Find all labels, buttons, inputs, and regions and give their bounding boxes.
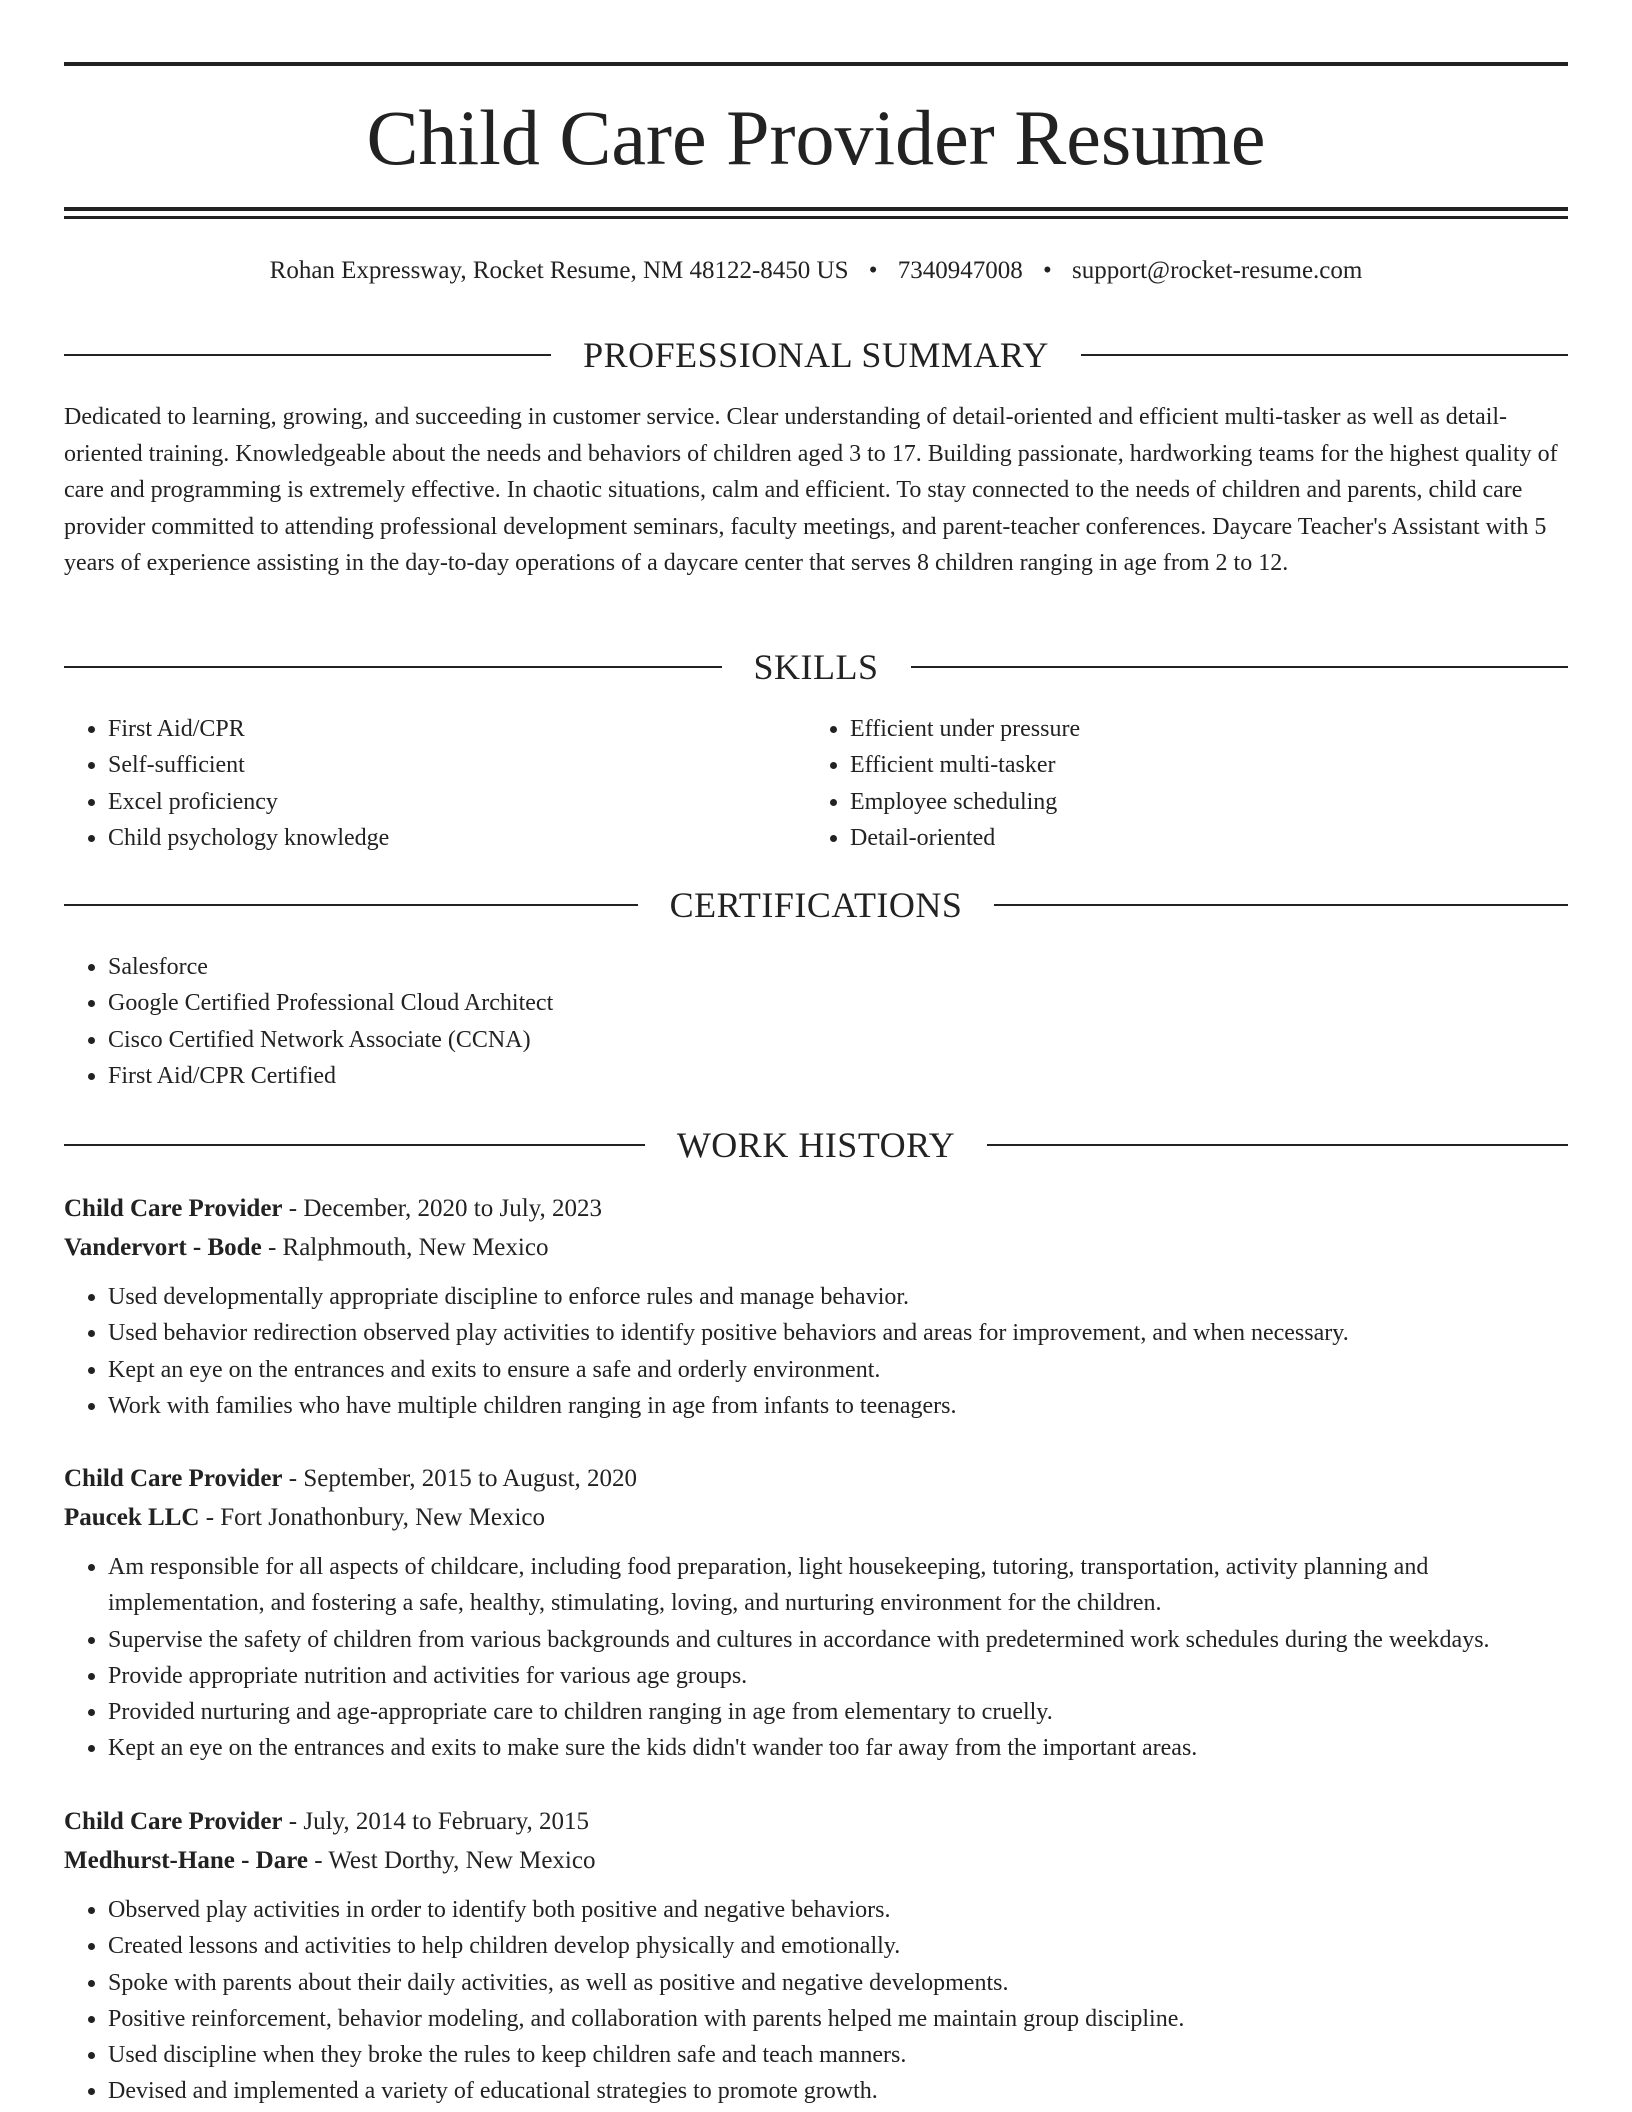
heading-rule	[1081, 354, 1568, 356]
heading-rule	[64, 904, 638, 906]
job-duties-list	[64, 1549, 1568, 1767]
job-dates: - September, 2015 to August, 2020	[282, 1465, 638, 1492]
skills-column-right	[806, 711, 1506, 856]
heading-rule	[64, 354, 551, 356]
job-dates: - July, 2014 to February, 2015	[282, 1808, 589, 1835]
heading-rule	[994, 904, 1568, 906]
job-employer-line	[64, 1498, 1568, 1537]
summary-text: Dedicated to learning, growing, and succeeding in customer service. Clear understanding of detail-oriented and efficient multi-tasker as well as detail-oriented training. Knowledgeable about the needs and behaviors of children aged 3 to 17. Building passionate, hardworking teams for the highest quality of care and programming is extremely effective. In chaotic situations, calm and efficient. To stay connected to the needs of children and parents, child care provider committed to attending professional development seminars, faculty meetings, and parent-teacher conferences. Daycare Teacher's Assistant with 5 years of experience assisting in the day-to-day operations of a daycare center that serves 8 children ranging in age from 2 to 12.	[64, 404, 1558, 576]
job-title: Child Care Provider	[64, 1195, 283, 1222]
certification-item: • First Aid/CPR Certified	[108, 1058, 1568, 1094]
job-duty: • Spoke with parents about their daily activities, as well as positive and negative developments.	[108, 1965, 1568, 2001]
heading-rule	[64, 666, 722, 668]
job-duty: • Used discipline when they broke the rules to keep children safe and teach manners.	[108, 2037, 1568, 2073]
job-entry	[64, 1459, 1568, 1767]
job-duty: • Provided nurturing and age-appropriate care to children ranging in age from elementary to cruelly.	[108, 1694, 1568, 1730]
skill-item: • Employee scheduling	[850, 784, 1506, 820]
work-history-heading-text: WORK HISTORY	[676, 1125, 956, 1165]
skill-item: • Self-sufficient	[108, 747, 764, 783]
job-title-line	[64, 1802, 1568, 1841]
skill-item: • Efficient multi-tasker	[850, 747, 1506, 783]
certifications-block	[64, 949, 1568, 1094]
skill-item: • Child psychology knowledge	[108, 820, 764, 856]
job-duty: • Provide appropriate nutrition and activities for various age groups.	[108, 1658, 1568, 1694]
certifications-heading-text: CERTIFICATIONS	[669, 885, 963, 925]
skills-heading	[64, 645, 1568, 689]
job-employer-line	[64, 1228, 1568, 1267]
skills-list-left	[64, 711, 764, 856]
certification-item: • Cisco Certified Network Associate (CCNA)	[108, 1022, 1568, 1058]
contact-email: support@rocket-resume.com	[1072, 257, 1363, 284]
job-duty: • Used behavior redirection observed play activities to identify positive behaviors and areas for improvement, and when necessary.	[108, 1315, 1568, 1351]
title-rule-lower	[64, 216, 1568, 219]
job-location: - Ralphmouth, New Mexico	[261, 1234, 549, 1261]
job-duties-list	[64, 1892, 1568, 2110]
skills-heading-text: SKILLS	[753, 647, 879, 687]
job-duty: • Kept an eye on the entrances and exits to ensure a safe and orderly environment.	[108, 1352, 1568, 1388]
skill-item: • First Aid/CPR	[108, 711, 764, 747]
summary-heading	[64, 333, 1568, 377]
contact-separator: •	[868, 257, 878, 284]
summary-heading-text: PROFESSIONAL SUMMARY	[583, 335, 1049, 375]
job-duty: • Used developmentally appropriate discipline to enforce rules and manage behavior.	[108, 1279, 1568, 1315]
job-duties-list	[64, 1279, 1568, 1424]
job-location: - Fort Jonathonbury, New Mexico	[199, 1504, 545, 1531]
contact-separator: •	[1043, 257, 1052, 284]
job-dates: - December, 2020 to July, 2023	[282, 1195, 603, 1222]
title-rule-upper	[64, 207, 1568, 211]
job-entry	[64, 1802, 1568, 2110]
job-employer: Vandervort - Bode	[64, 1234, 262, 1261]
skill-item: • Excel proficiency	[108, 784, 764, 820]
certification-item: • Google Certified Professional Cloud Architect	[108, 985, 1568, 1021]
certifications-heading	[64, 883, 1568, 927]
job-title: Child Care Provider	[64, 1465, 283, 1492]
contact-line	[64, 254, 1568, 288]
contact-address: Rohan Expressway, Rocket Resume, NM 48122-8450 US	[269, 257, 849, 284]
job-title-line	[64, 1189, 1568, 1228]
resume-title: Child Care Provider Resume	[366, 94, 1266, 181]
skill-item: • Efficient under pressure	[850, 711, 1506, 747]
certifications-list	[64, 949, 1568, 1094]
job-entry	[64, 1189, 1568, 1424]
job-duty: • Am responsible for all aspects of childcare, including food preparation, light housekeeping, tutoring, transportation, activity planning and implementation, and fostering a safe, healthy, stimulating, loving, and nurturing environment for the children.	[108, 1549, 1568, 1622]
job-duty: • Positive reinforcement, behavior modeling, and collaboration with parents helped me maintain group discipline.	[108, 2001, 1568, 2037]
work-history-heading	[64, 1123, 1568, 1167]
skill-item: • Detail-oriented	[850, 820, 1506, 856]
certification-item: • Salesforce	[108, 949, 1568, 985]
heading-rule	[64, 1144, 645, 1146]
heading-rule	[911, 666, 1569, 668]
job-duty: • Created lessons and activities to help children develop physically and emotionally.	[108, 1928, 1568, 1964]
job-duty: • Kept an eye on the entrances and exits to make sure the kids didn't wander too far away from the important areas.	[108, 1730, 1568, 1766]
job-employer: Paucek LLC	[64, 1504, 200, 1531]
job-employer-line	[64, 1841, 1568, 1880]
skills-column-left	[64, 711, 764, 856]
heading-rule	[987, 1144, 1568, 1146]
job-duty: • Observed play activities in order to identify both positive and negative behaviors.	[108, 1892, 1568, 1928]
job-employer: Medhurst-Hane - Dare	[64, 1847, 308, 1874]
job-duty: • Supervise the safety of children from various backgrounds and cultures in accordance with predetermined work schedules during the weekdays.	[108, 1622, 1568, 1658]
job-duty: • Work with families who have multiple children ranging in age from infants to teenagers.	[108, 1388, 1568, 1424]
contact-phone: 7340947008	[897, 257, 1023, 284]
job-title: Child Care Provider	[64, 1808, 283, 1835]
top-rule	[64, 62, 1568, 66]
job-location: - West Dorthy, New Mexico	[307, 1847, 596, 1874]
skills-list-right	[806, 711, 1506, 856]
job-title-line	[64, 1459, 1568, 1498]
job-duty: • Devised and implemented a variety of educational strategies to promote growth.	[108, 2073, 1568, 2109]
